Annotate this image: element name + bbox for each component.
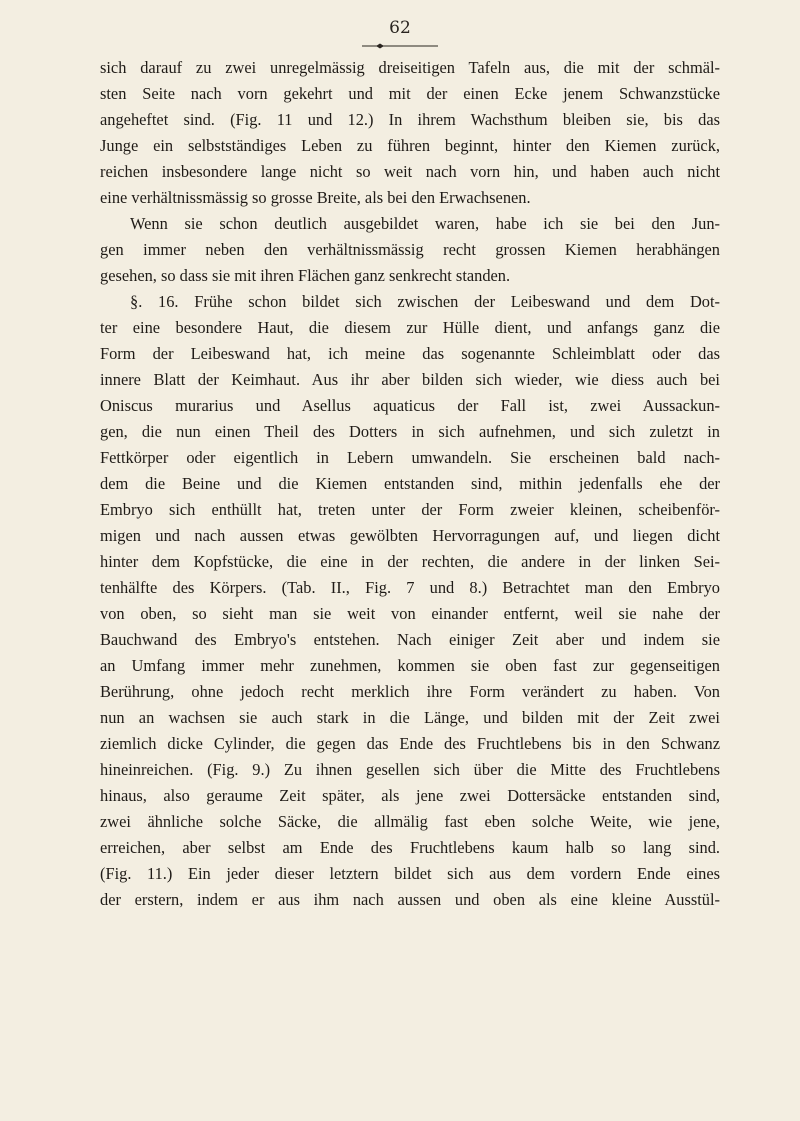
text-line: ter eine besondere Haut, die diesem zur Hülle dient, und anfangs ganz die xyxy=(100,318,720,337)
text-line: tenhälfte des Körpers. (Tab. II., Fig. 7 und 8.) Betrachtet man den Embryo xyxy=(100,578,720,597)
body-text xyxy=(100,55,720,913)
text-line: der erstern, indem er aus ihm nach aussen und oben als eine kleine Ausstül- xyxy=(100,890,720,909)
text-line: sten Seite nach vorn gekehrt und mit der einen Ecke jenem Schwanzstücke xyxy=(100,84,720,103)
ornament-rule-icon xyxy=(362,43,438,49)
text-line: hinaus, also geraume Zeit später, als jene zwei Dottersäcke entstanden sind, xyxy=(100,786,720,805)
text-line: Form der Leibeswand hat, ich meine das sogenannte Schleimblatt oder das xyxy=(100,344,720,363)
text-line: (Fig. 11.) Ein jeder dieser letztern bildet sich aus dem vordern Ende eines xyxy=(100,864,720,883)
text-line: Fettkörper oder eigentlich in Lebern umwandeln. Sie erscheinen bald nach- xyxy=(100,448,720,467)
text-line: eine verhältnissmässig so grosse Breite, als bei den Erwachsenen. xyxy=(100,188,531,207)
text-line: erreichen, aber selbst am Ende des Fruchtlebens kaum halb so lang sind. xyxy=(100,838,720,857)
text-line: §. 16. Frühe schon bildet sich zwischen der Leibeswand und dem Dot- xyxy=(130,292,720,311)
text-line: Bauchwand des Embryo's entstehen. Nach einiger Zeit aber und indem sie xyxy=(100,630,720,649)
text-line: Oniscus murarius und Asellus aquaticus der Fall ist, zwei Aussackun- xyxy=(100,396,720,415)
text-line: sich darauf zu zwei unregelmässig dreiseitigen Tafeln aus, die mit der schmäl- xyxy=(100,58,720,77)
text-line: gen, die nun einen Theil des Dotters in sich aufnehmen, und sich zuletzt in xyxy=(100,422,720,441)
text-line: Embryo sich enthüllt hat, treten unter der Form zweier kleinen, scheibenför- xyxy=(100,500,720,519)
text-line: gesehen, so dass sie mit ihren Flächen ganz senkrecht standen. xyxy=(100,266,511,285)
text-line: reichen insbesondere lange nicht so weit nach vorn hin, und haben auch nicht xyxy=(100,162,720,181)
text-line: an Umfang immer mehr zunehmen, kommen sie oben fast zur gegenseitigen xyxy=(100,656,720,675)
text-line: migen und nach aussen etwas gewölbten Hervorragungen auf, und liegen dicht xyxy=(100,526,720,545)
text-line: gen immer neben den verhältnissmässig recht grossen Kiemen herabhängen xyxy=(100,240,720,259)
text-line: dem die Beine und die Kiemen entstanden sind, mithin jedenfalls ehe der xyxy=(100,474,720,493)
text-line: Junge ein selbstständiges Leben zu führen beginnt, hinter den Kiemen zurück, xyxy=(100,136,720,155)
page-number: 62 xyxy=(389,18,411,38)
text-line: innere Blatt der Keimhaut. Aus ihr aber bilden sich wieder, wie diess auch bei xyxy=(100,370,720,389)
text-line: Wenn sie schon deutlich ausgebildet waren, habe ich sie bei den Jun- xyxy=(130,214,720,233)
text-line: hinter dem Kopfstücke, die eine in der rechten, die andere in der linken Sei- xyxy=(100,552,720,571)
text-line: ziemlich dicke Cylinder, die gegen das Ende des Fruchtlebens bis in den Schwanz xyxy=(100,734,720,753)
text-line: Berührung, ohne jedoch recht merklich ihre Form verändert zu haben. Von xyxy=(100,682,720,701)
text-line: von oben, so sieht man sie weit von einander entfernt, weil sie nahe der xyxy=(100,604,720,623)
text-line: hineinreichen. (Fig. 9.) Zu ihnen gesellen sich über die Mitte des Fruchtlebens xyxy=(100,760,720,779)
page-header xyxy=(0,18,800,38)
text-line: nun an wachsen sie auch stark in die Länge, und bilden mit der Zeit zwei xyxy=(100,708,720,727)
text-line: zwei ähnliche solche Säcke, die allmälig fast eben solche Weite, wie jene, xyxy=(100,812,720,831)
text-line: angeheftet sind. (Fig. 11 und 12.) In ihrem Wachsthum bleiben sie, bis das xyxy=(100,110,720,129)
